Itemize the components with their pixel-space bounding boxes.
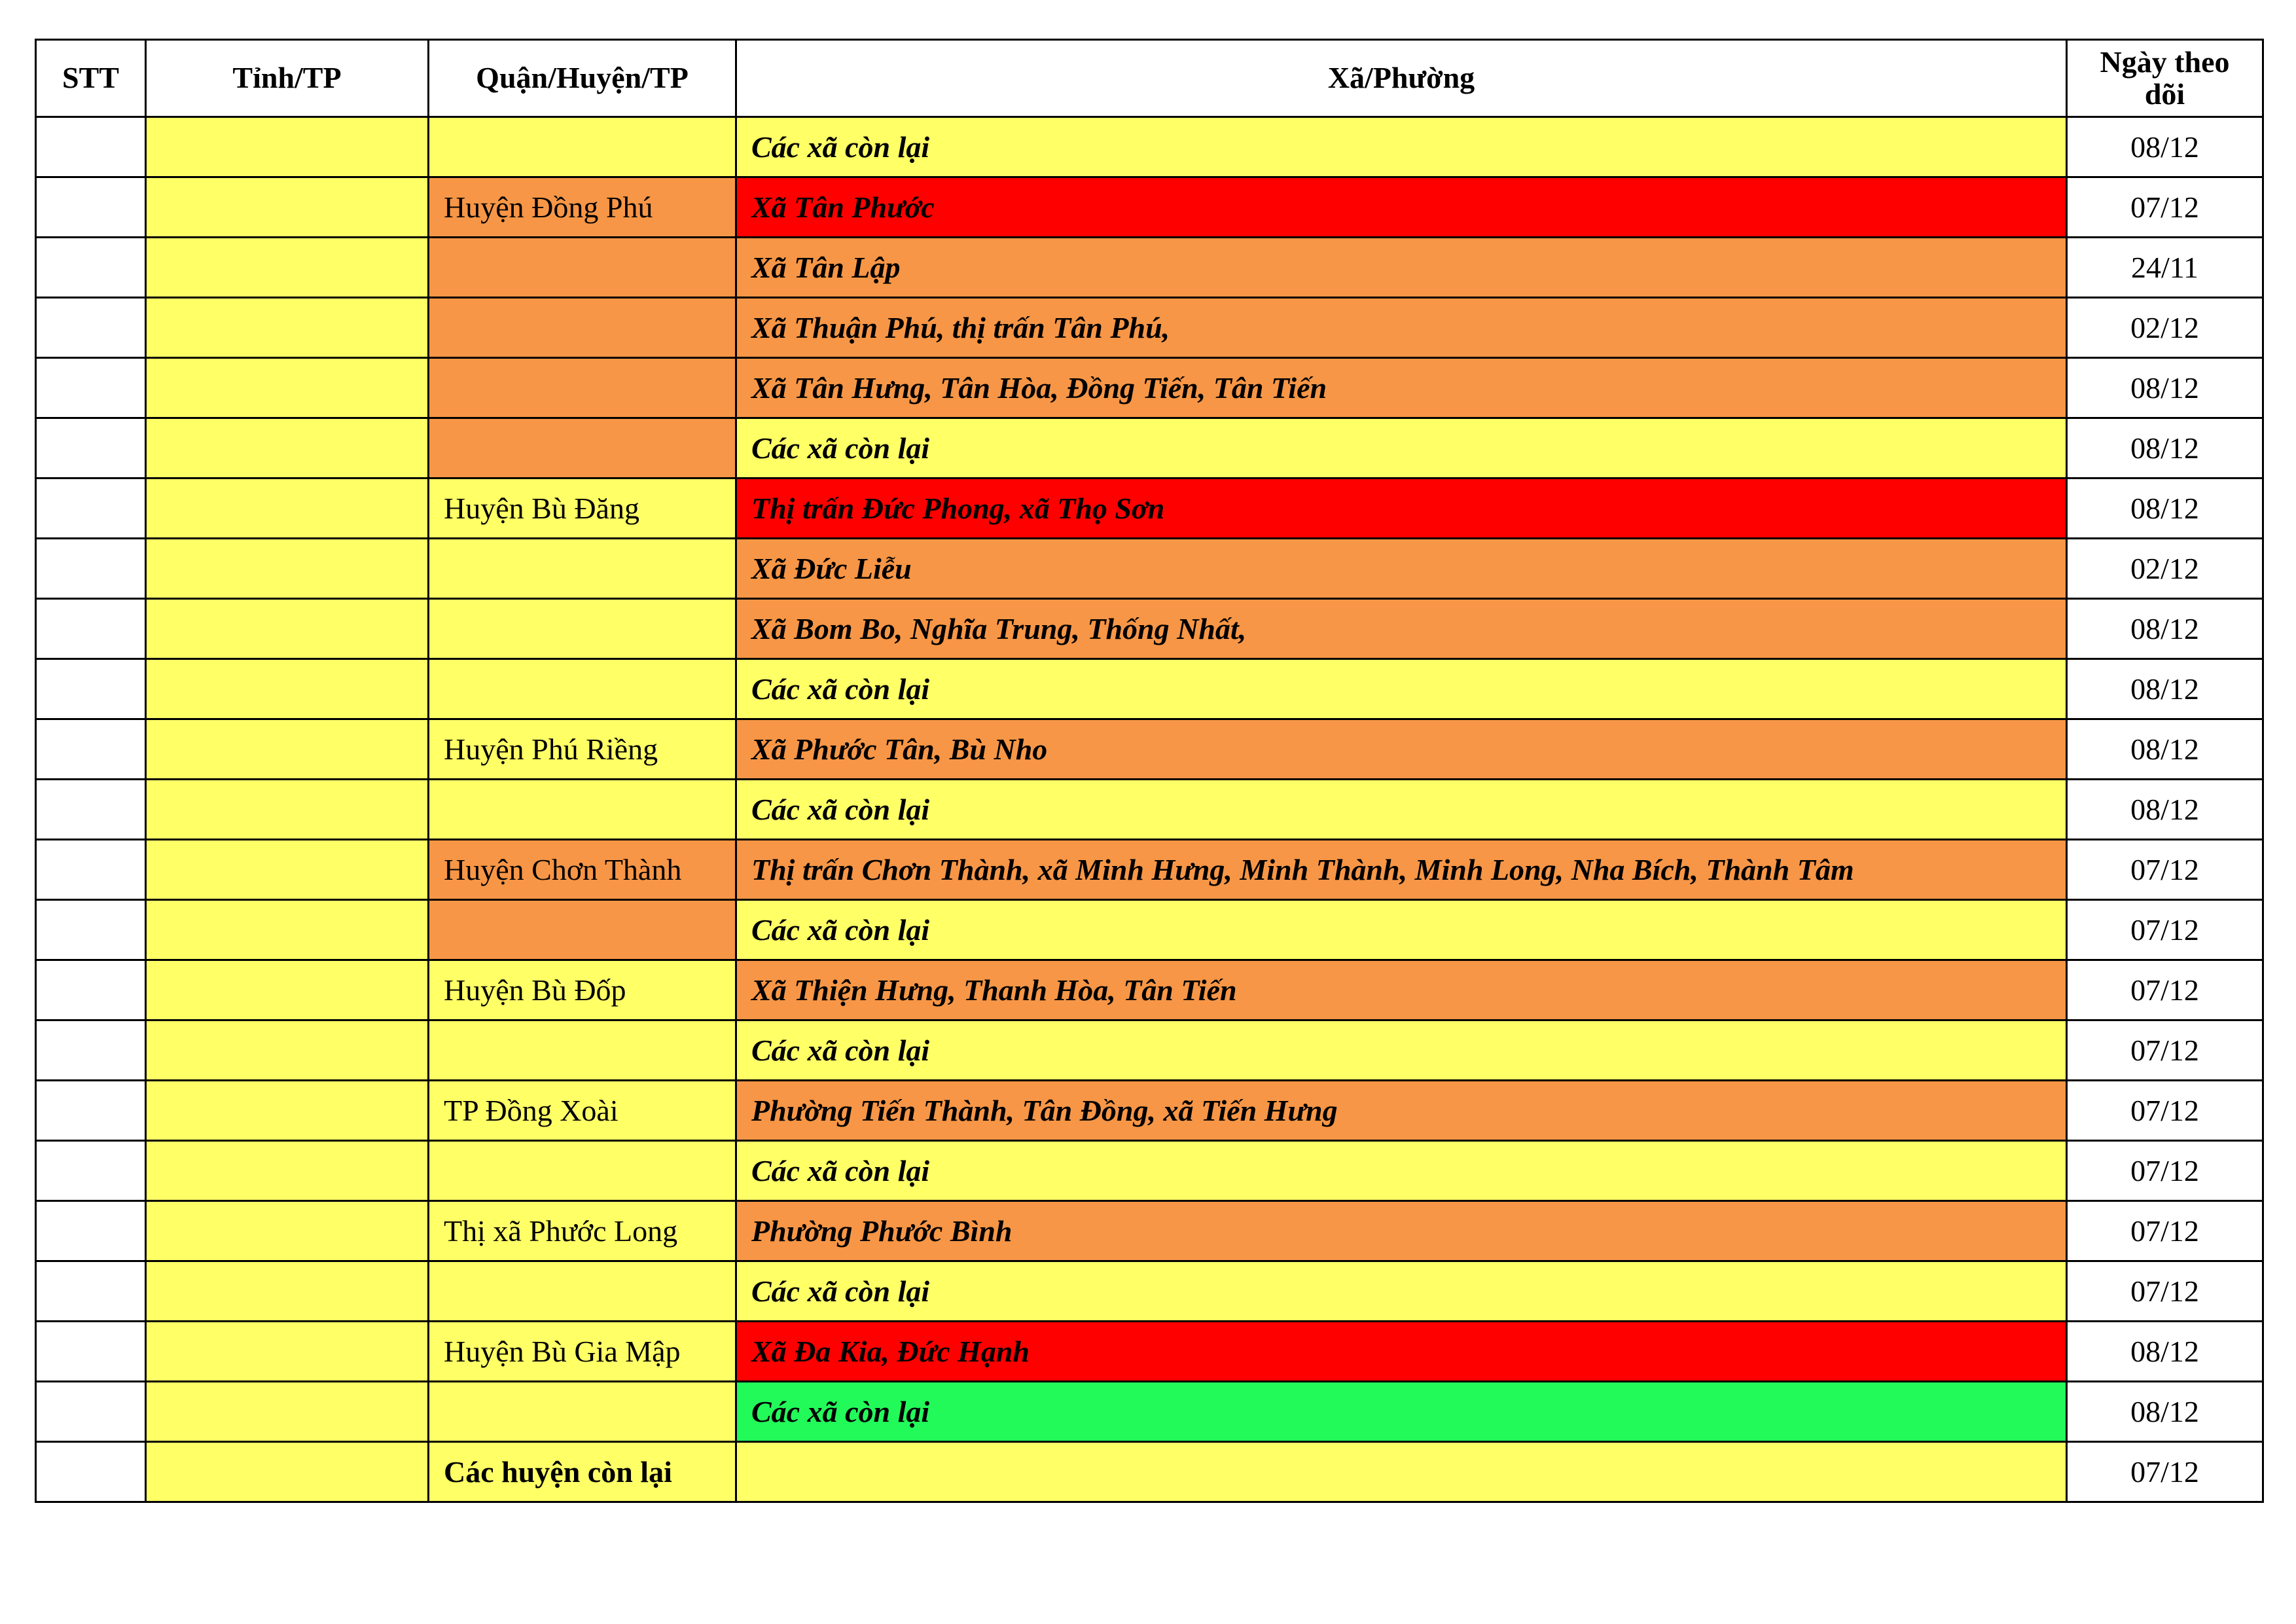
date-cell: 08/12 <box>2067 1382 2263 1442</box>
stt-cell <box>36 539 146 599</box>
date-cell: 08/12 <box>2067 117 2263 177</box>
table-row <box>36 358 2263 418</box>
date-cell: 07/12 <box>2067 900 2263 960</box>
table-row <box>36 840 2263 900</box>
district-cell <box>429 1382 736 1442</box>
district-cell: Huyện Bù Đăng <box>429 478 736 539</box>
district-cell <box>429 1261 736 1322</box>
province-cell <box>146 1020 429 1081</box>
date-cell: 08/12 <box>2067 1322 2263 1382</box>
province-cell <box>146 659 429 719</box>
district-cell <box>429 659 736 719</box>
province-cell <box>146 1141 429 1201</box>
stt-cell <box>36 1261 146 1322</box>
date-cell: 07/12 <box>2067 1020 2263 1081</box>
province-cell <box>146 1261 429 1322</box>
covid-risk-table <box>35 39 2264 1503</box>
stt-cell <box>36 298 146 358</box>
district-cell <box>429 900 736 960</box>
province-cell <box>146 1442 429 1502</box>
province-cell <box>146 177 429 238</box>
district-cell <box>429 358 736 418</box>
province-cell <box>146 1201 429 1261</box>
district-cell: Huyện Phú Riềng <box>429 719 736 780</box>
header-district: Quận/Huyện/TP <box>429 40 736 117</box>
ward-cell: Xã Tân Phước <box>736 177 2067 238</box>
district-cell <box>429 539 736 599</box>
date-cell: 08/12 <box>2067 599 2263 659</box>
date-cell: 08/12 <box>2067 780 2263 840</box>
ward-cell: Xã Phước Tân, Bù Nho <box>736 719 2067 780</box>
date-cell: 02/12 <box>2067 298 2263 358</box>
district-cell: Huyện Bù Gia Mập <box>429 1322 736 1382</box>
district-cell <box>429 780 736 840</box>
stt-cell <box>36 1201 146 1261</box>
stt-cell <box>36 478 146 539</box>
table-row <box>36 238 2263 298</box>
header-row <box>36 40 2263 117</box>
province-cell <box>146 960 429 1020</box>
district-cell <box>429 418 736 478</box>
ward-cell: Xã Thuận Phú, thị trấn Tân Phú, <box>736 298 2067 358</box>
table-row <box>36 177 2263 238</box>
province-cell <box>146 840 429 900</box>
province-cell <box>146 780 429 840</box>
ward-cell: Phường Phước Bình <box>736 1201 2067 1261</box>
province-cell <box>146 238 429 298</box>
date-cell: 08/12 <box>2067 478 2263 539</box>
province-cell <box>146 599 429 659</box>
date-cell: 07/12 <box>2067 177 2263 238</box>
date-cell: 07/12 <box>2067 840 2263 900</box>
table-row <box>36 539 2263 599</box>
stt-cell <box>36 1081 146 1141</box>
ward-cell: Các xã còn lại <box>736 1261 2067 1322</box>
ward-cell: Các xã còn lại <box>736 117 2067 177</box>
header-province: Tỉnh/TP <box>146 40 429 117</box>
stt-cell <box>36 840 146 900</box>
stt-cell <box>36 1020 146 1081</box>
ward-cell: Thị trấn Chơn Thành, xã Minh Hưng, Minh Thành, Minh Long, Nha Bích, Thành Tâm <box>736 840 2067 900</box>
stt-cell <box>36 1141 146 1201</box>
table-row <box>36 117 2263 177</box>
ward-cell <box>736 1442 2067 1502</box>
province-cell <box>146 478 429 539</box>
district-cell: Huyện Đồng Phú <box>429 177 736 238</box>
stt-cell <box>36 900 146 960</box>
table-row <box>36 1382 2263 1442</box>
stt-cell <box>36 177 146 238</box>
date-cell: 24/11 <box>2067 238 2263 298</box>
date-cell: 07/12 <box>2067 1141 2263 1201</box>
province-cell <box>146 1081 429 1141</box>
ward-cell: Xã Thiện Hưng, Thanh Hòa, Tân Tiến <box>736 960 2067 1020</box>
table-row <box>36 1261 2263 1322</box>
province-cell <box>146 298 429 358</box>
province-cell <box>146 418 429 478</box>
table-row <box>36 780 2263 840</box>
table-body <box>36 117 2263 1502</box>
stt-cell <box>36 599 146 659</box>
table-row <box>36 900 2263 960</box>
table-row <box>36 1201 2263 1261</box>
district-cell <box>429 238 736 298</box>
province-cell <box>146 1322 429 1382</box>
ward-cell: Các xã còn lại <box>736 418 2067 478</box>
stt-cell <box>36 238 146 298</box>
province-cell <box>146 117 429 177</box>
date-cell: 07/12 <box>2067 960 2263 1020</box>
ward-cell: Xã Bom Bo, Nghĩa Trung, Thống Nhất, <box>736 599 2067 659</box>
stt-cell <box>36 960 146 1020</box>
date-cell: 07/12 <box>2067 1201 2263 1261</box>
district-cell: Thị xã Phước Long <box>429 1201 736 1261</box>
stt-cell <box>36 1442 146 1502</box>
header-ward: Xã/Phường <box>736 40 2067 117</box>
date-cell: 07/12 <box>2067 1081 2263 1141</box>
stt-cell <box>36 659 146 719</box>
province-cell <box>146 719 429 780</box>
stt-cell <box>36 117 146 177</box>
district-cell <box>429 1020 736 1081</box>
district-cell <box>429 298 736 358</box>
date-cell: 08/12 <box>2067 358 2263 418</box>
ward-cell: Phường Tiến Thành, Tân Đồng, xã Tiến Hưng <box>736 1081 2067 1141</box>
ward-cell: Các xã còn lại <box>736 900 2067 960</box>
district-cell: Các huyện còn lại <box>429 1442 736 1502</box>
ward-cell: Xã Tân Hưng, Tân Hòa, Đồng Tiến, Tân Tiến <box>736 358 2067 418</box>
district-cell <box>429 117 736 177</box>
ward-cell: Xã Đa Kia, Đức Hạnh <box>736 1322 2067 1382</box>
table-row <box>36 478 2263 539</box>
table-row <box>36 719 2263 780</box>
stt-cell <box>36 1382 146 1442</box>
stt-cell <box>36 358 146 418</box>
province-cell <box>146 539 429 599</box>
date-cell: 07/12 <box>2067 1261 2263 1322</box>
table-row <box>36 298 2263 358</box>
ward-cell: Xã Tân Lập <box>736 238 2067 298</box>
ward-cell: Các xã còn lại <box>736 1382 2067 1442</box>
district-cell: Huyện Chơn Thành <box>429 840 736 900</box>
ward-cell: Xã Đức Liễu <box>736 539 2067 599</box>
district-cell: Huyện Bù Đốp <box>429 960 736 1020</box>
table-row <box>36 1081 2263 1141</box>
province-cell <box>146 1382 429 1442</box>
date-cell: 08/12 <box>2067 659 2263 719</box>
stt-cell <box>36 1322 146 1382</box>
table-row <box>36 659 2263 719</box>
header-stt: STT <box>36 40 146 117</box>
stt-cell <box>36 719 146 780</box>
table-row <box>36 1141 2263 1201</box>
table-row <box>36 1322 2263 1382</box>
date-cell: 07/12 <box>2067 1442 2263 1502</box>
ward-cell: Các xã còn lại <box>736 780 2067 840</box>
table-row <box>36 1442 2263 1502</box>
district-cell <box>429 1141 736 1201</box>
date-cell: 08/12 <box>2067 719 2263 780</box>
province-cell <box>146 900 429 960</box>
stt-cell <box>36 780 146 840</box>
district-cell: TP Đồng Xoài <box>429 1081 736 1141</box>
header-date: Ngày theo dõi <box>2067 40 2263 117</box>
ward-cell: Các xã còn lại <box>736 1141 2067 1201</box>
ward-cell: Thị trấn Đức Phong, xã Thọ Sơn <box>736 478 2067 539</box>
table-row <box>36 418 2263 478</box>
table-row <box>36 599 2263 659</box>
date-cell: 02/12 <box>2067 539 2263 599</box>
table-row <box>36 1020 2263 1081</box>
stt-cell <box>36 418 146 478</box>
district-cell <box>429 599 736 659</box>
province-cell <box>146 358 429 418</box>
table-row <box>36 960 2263 1020</box>
ward-cell: Các xã còn lại <box>736 1020 2067 1081</box>
date-cell: 08/12 <box>2067 418 2263 478</box>
ward-cell: Các xã còn lại <box>736 659 2067 719</box>
